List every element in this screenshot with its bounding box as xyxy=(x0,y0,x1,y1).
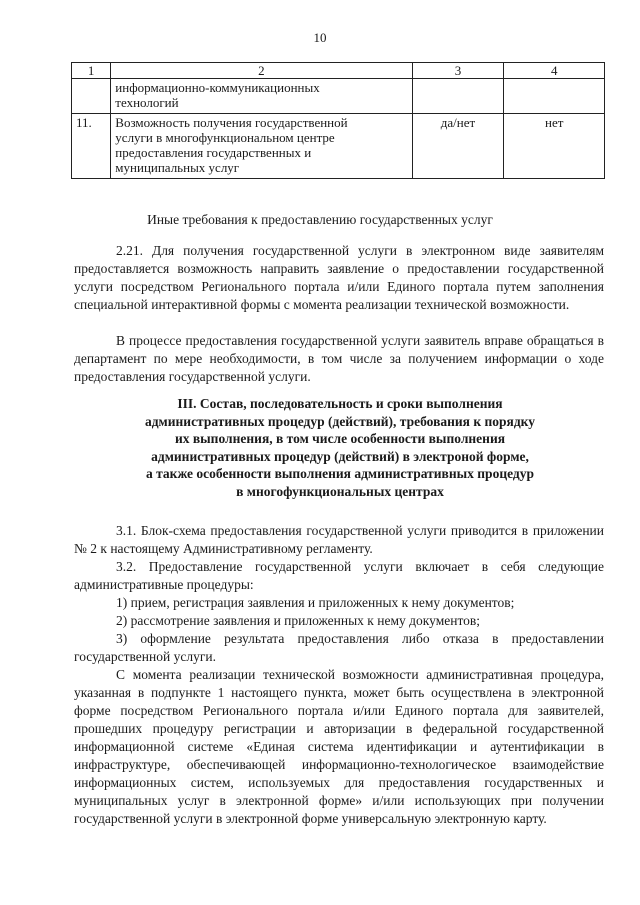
row-col3: да/нет xyxy=(412,114,504,179)
header-cell-2: 2 xyxy=(111,63,412,79)
paragraph-2-21: 2.21. Для получения государственной услуги в электронном виде заявителям предоставляется возможность направить заявление о предоставлении государственной услуги посредством Регионального портала и/или Единого портала путем заполнения специальной интерактивной формы с момента реализации технической возможности. xyxy=(74,243,604,312)
table-row xyxy=(72,79,605,114)
row-col4 xyxy=(504,79,605,114)
list-item-3: 3) оформление результата предоставления либо отказа в предоставлении государственной услуги. xyxy=(74,631,604,664)
row-text-line: технологий xyxy=(115,95,179,110)
row-number xyxy=(72,79,111,114)
section-title-line: административных процедур (действий), требования к порядку xyxy=(144,413,536,429)
requirements-table xyxy=(71,62,605,179)
subheading: Иные требования к предоставлению государственных услуг xyxy=(147,212,493,227)
row-col4: нет xyxy=(504,114,605,179)
row-text-line: информационно-коммуникационных xyxy=(115,80,320,95)
section-title-line: административных процедур (действий) в электроной форме, xyxy=(151,448,529,464)
row-text xyxy=(111,114,412,179)
paragraph-process: В процессе предоставления государственной услуги заявитель вправе обращаться в департамент по мере необходимости, в том числе за получением информации о ходе предоставления государственной услуги. xyxy=(74,333,604,384)
table-row xyxy=(72,114,605,179)
paragraph-3-1: 3.1. Блок-схема предоставления государственной услуги приводится в приложении № 2 к настоящему Административному регламенту. xyxy=(74,523,604,556)
section-title xyxy=(70,395,610,500)
paragraph-3-2: 3.2. Предоставление государственной услуги включает в себя следующие административные процедуры: xyxy=(74,559,604,592)
row-col3 xyxy=(412,79,504,114)
row-text-line: услуги в многофункциональном центре xyxy=(115,130,335,145)
table-header-row xyxy=(72,63,605,79)
row-number: 11. xyxy=(72,114,111,179)
row-text xyxy=(111,79,412,114)
header-cell-4: 4 xyxy=(504,63,605,79)
row-text-line: предоставления государственных и xyxy=(115,145,312,160)
row-text-line: Возможность получения государственной xyxy=(115,115,348,130)
row-text-line: муниципальных услуг xyxy=(115,160,240,175)
section-title-line: III. Состав, последовательность и сроки выполнения xyxy=(177,396,503,411)
header-cell-1: 1 xyxy=(72,63,111,79)
header-cell-3: 3 xyxy=(412,63,504,79)
page-number: 10 xyxy=(313,30,327,45)
list-item-2: 2) рассмотрение заявления и приложенных к нему документов; xyxy=(116,613,481,628)
list-item-1: 1) прием, регистрация заявления и приложенных к нему документов; xyxy=(116,595,515,610)
section-title-line: а также особенности выполнения административных процедур xyxy=(146,466,534,481)
section-title-line: в многофункциональных центрах xyxy=(236,483,444,499)
paragraph-electronic: С момента реализации технической возможности административная процедура, указанная в подпункте 1 настоящего пункта, может быть осуществлена в электронной форме посредством Регионального портала и/или Единого портала для заявителей, прошедших процедуру регистрации и авторизации в федеральной государственной информационной системе «Единая система идентификации и аутентификации в инфраструктуре, обеспечивающей информационно-технологическое взаимодействие информационных систем, используемых для предоставления государственных и муниципальных услуг в электронной форме» и/или использующих при получении государственной услуги в электронной форме универсальную электронную карту. xyxy=(74,667,604,826)
section-title-line: их выполнения, в том числе особенности выполнения xyxy=(174,431,506,446)
